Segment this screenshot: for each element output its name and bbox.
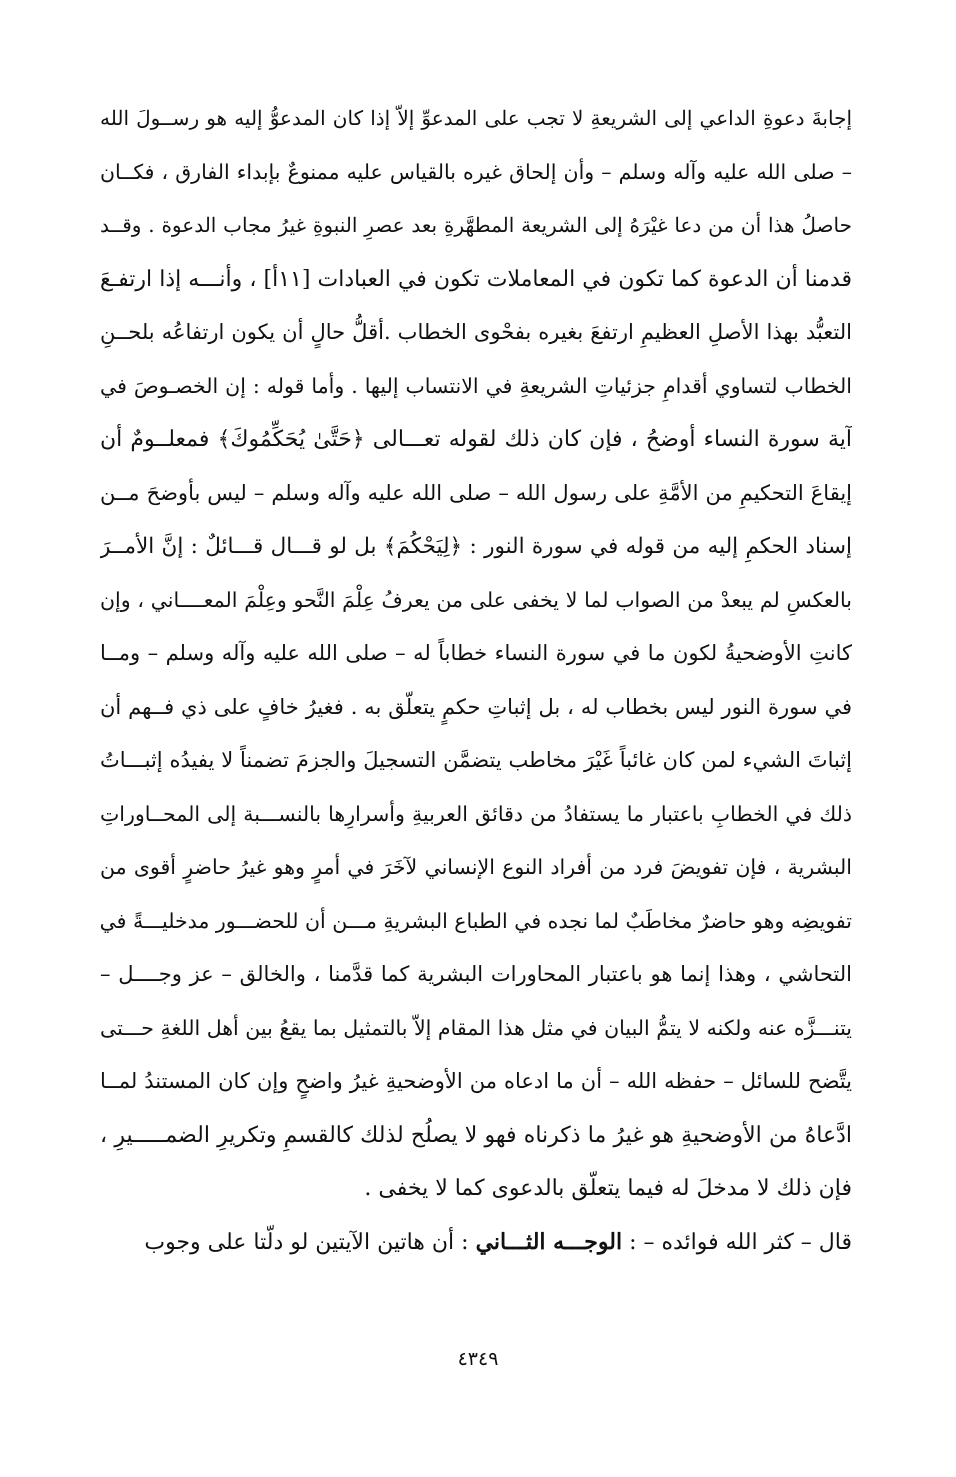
text-line: – صلى الله عليه وآله وسلم – وأن إلحاق غيره بالقياس عليه ممنوعٌ بإبداء الفارق ، فكــان bbox=[100, 159, 852, 184]
final-text-line bbox=[100, 1216, 852, 1270]
text-line: إسناد الحكمِ إليه من قوله في سورة النور : ﴿لِيَحْكُمَ﴾ بل لو قـــال قـــائلٌ : إنَّ الأمــرَ bbox=[100, 534, 852, 559]
text-line: يتنـــزَّه عنه ولكنه لا يتمُّ البيان في مثل هذا المقام إلاّ بالتمثيل بما يقعُ بين أهل اللغةِ حـــتى bbox=[100, 1015, 852, 1040]
text-line: ادَّعاهُ من الأوضحيةِ هو غيرُ ما ذكرناه فهو لا يصلُح لذلك كالقسمِ وتكريرِ الضمـــــيرِ ، bbox=[100, 1122, 852, 1148]
second-aspect-heading: الوجـــه الثـــاني bbox=[475, 1228, 623, 1255]
page-number: ٤٣٤٩ bbox=[457, 1348, 499, 1370]
text-line: كانتِ الأوضحيةُ لكون ما في سورة النساء خطاباً له – صلى الله عليه وآله وسلم – ومــا bbox=[100, 641, 852, 665]
text-line: إثباتَ الشيء لمن كان غائباً غَيْرَ مخاطب يتضمَّن التسجيلَ والجزمَ تضمناً لا يفيدُه إثبـــاتُ bbox=[100, 748, 852, 772]
final-line-before: قال – كثر الله فوائده – : bbox=[622, 1229, 852, 1255]
main-text bbox=[100, 92, 852, 1269]
final-line-after: : أن هاتين الآيتين لو دلّتا على وجوب bbox=[144, 1229, 476, 1255]
text-line: فإن ذلك لا مدخلَ له فيما يتعلّق بالدعوى كما لا يخفى . bbox=[364, 1176, 852, 1201]
text-line: آية سورة النساء أوضحُ ، فإن كان ذلك لقوله تعـــالى ﴿حَتَّىٰ يُحَكِّمُوكَ﴾ فمعلــومٌ أن bbox=[100, 427, 852, 452]
text-line: بالعكسِ لم يبعدْ من الصواب لما لا يخفى على من يعرفُ عِلْمَ النَّحو وعِلْمَ المعــــاني ، وإن bbox=[100, 587, 852, 612]
text-line: التحاشي ، وهذا إنما هو باعتبار المحاورات البشرية كما قدَّمنا ، والخالق – عز وجــــل – bbox=[100, 962, 852, 986]
text-line: ذلك في الخطابِ باعتبار ما يستفادُ من دقائق العربيةِ وأسرارِها بالنســـبة إلى المحــاوراتِ bbox=[100, 801, 852, 826]
text-line: يتَّضح للسائل – حفظه الله – أن ما ادعاه من الأوضحيةِ غيرُ واضحٍ وإن كان المستندُ لمــا bbox=[100, 1069, 852, 1093]
text-line: البشرية ، فإن تفويضَ فرد من أفراد النوع الإنساني لآخَرَ في أمرٍ وهو غيرُ حاضرٍ أقوى من bbox=[100, 855, 852, 879]
text-line: إيقاعَ التحكيمِ من الأمَّةِ على رسول الله – صلى الله عليه وآله وسلم – ليس بأوضحَ مــن bbox=[100, 480, 852, 505]
text-line: التعبُّد بهذا الأصلِ العظيمِ ارتفعَ بغيره بفحْوى الخطاب .أقلُّ حالٍ أن يكون ارتفاعُه بلحــنِ bbox=[100, 320, 852, 344]
text-line: حاصلُ هذا أن من دعا غيْرَهُ إلى الشريعة المطهَّرةِ بعد عصرِ النبوةِ غيرُ مجاب الدعوة . وقــد bbox=[100, 213, 852, 237]
text-line: الخطاب لتساوي أقدامِ جزئياتِ الشريعةِ في الانتساب إليها . وأما قوله : إن الخصـوصَ في bbox=[100, 373, 852, 398]
text-line: في سورة النور ليس بخطاب له ، بل إثباتِ حكمٍ يتعلّق به . فغيرُ خافٍ على ذي فــهم أن bbox=[100, 694, 852, 719]
text-line: إجابةَ دعوةِ الداعي إلى الشريعةِ لا تجب على المدعوِّ إلاّ إذا كان المدعوُّ إليه هو رســولَ الله bbox=[100, 106, 852, 130]
text-line: تفويضِه وهو حاضرٌ مخاطَبٌ لما نجده في الطباع البشريةِ مـــن أن للحضـــور مدخليـــةً في bbox=[100, 908, 852, 933]
text-line: قدمنا أن الدعوة كما تكون في المعاملات تكون في العبادات [١١أ] ، وأنـــه إذا ارتفـعَ bbox=[100, 266, 852, 292]
